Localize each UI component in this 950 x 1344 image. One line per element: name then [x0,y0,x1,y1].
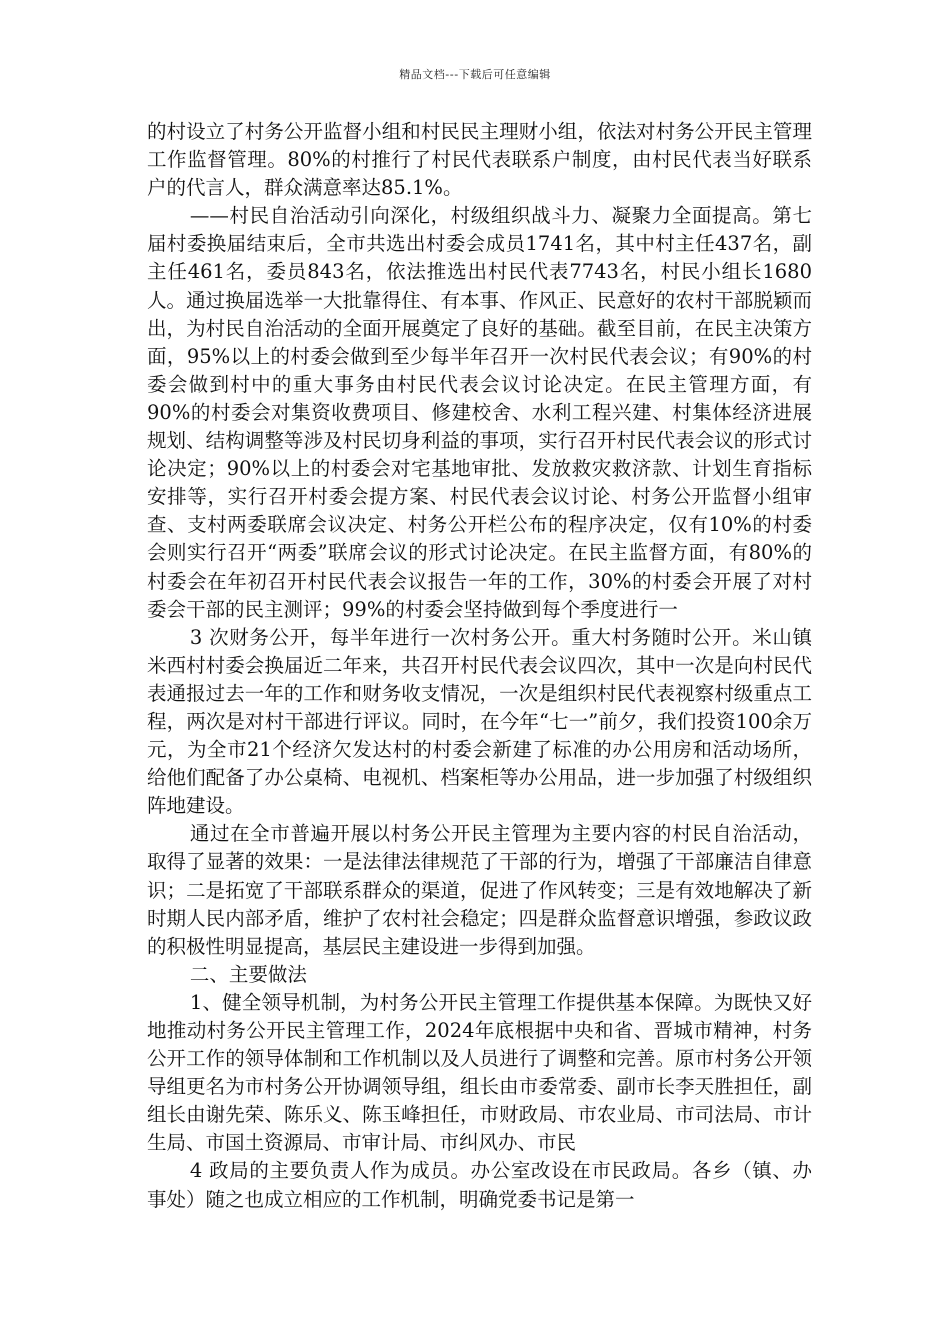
paragraph: 通过在全市普遍开展以村务公开民主管理为主要内容的村民自治活动，取得了显著的效果：一是法律法律规范了干部的行为，增强了干部廉洁自律意识；二是拓宽了干部联系群众的渠道，促进了作风转变；三是有效地解决了新时期人民内部矛盾，维护了农村社会稳定；四是群众监督意识增强，参政议政的积极性明显提高，基层民主建设进一步得到加强。 [147,822,812,958]
paragraph: 4 政局的主要负责人作为成员。办公室改设在市民政局。各乡（镇、办事处）随之也成立相应的工作机制，明确党委书记是第一 [147,1159,812,1211]
paragraph: 的村设立了村务公开监督小组和村民民主理财小组，依法对村务公开民主管理工作监督管理。80%的村推行了村民代表联系户制度，由村民代表当好联系户的代言人，群众满意率达85.1%。 [147,120,812,200]
document-body [147,118,812,1214]
paragraph: 3 次财务公开，每半年进行一次村务公开。重大村务随时公开。米山镇米西村村委会换届近二年来，共召开村民代表会议四次，其中一次是向村民代表通报过去一年的工作和财务收支情况，一次是组织村民代表视察村级重点工程，两次是对村干部进行评议。同时，在今年“七一”前夕，我们投资100余万元，为全市21个经济欠发达村的村委会新建了标准的办公用房和活动场所，给他们配备了办公桌椅、电视机、档案柜等办公用品，进一步加强了村级组织阵地建设。 [147,625,812,818]
paragraph: 1、健全领导机制，为村务公开民主管理工作提供基本保障。为既快又好地推动村务公开民主管理工作，2024年底根据中央和省、晋城市精神，村务公开工作的领导体制和工作机制以及人员进行了调整和完善。原市村务公开领导组更名为市村务公开协调领导组，组长由市委常委、副市长李天胜担任，副组长由谢先荣、陈乐义、陈玉峰担任，市财政局、市农业局、市司法局、市计生局、市国土资源局、市审计局、市纠风办、市民 [147,990,812,1155]
section-heading: 二、主要做法 [189,962,307,986]
paragraph: ——村民自治活动引向深化，村级组织战斗力、凝聚力全面提高。第七届村委换届结束后，全市共选出村委会成员1741名，其中村主任437名，副主任461名，委员843名，依法推选出村民代表7743名，村民小组长1680人。通过换届选举一大批靠得住、有本事、作风正、民意好的农村干部脱颖而出，为村民自治活动的全面开展奠定了良好的基础。截至目前，在民主决策方面，95%以上的村委会做到至少每半年召开一次村民代表会议；有90%的村委会做到村中的重大事务由村民代表会议讨论决定。在民主管理方面，有90%的村委会对集资收费项目、修建校舍、水利工程兴建、村集体经济进展规划、结构调整等涉及村民切身利益的事项，实行召开村民代表会议的形式讨论决定；90%以上的村委会对宅基地审批、发放救灾救济款、计划生育指标安排等，实行召开村委会提方案、村民代表会议讨论、村务公开监督小组审查、支村两委联席会议决定、村务公开栏公布的程序决定，仅有10%的村委会则实行召开“两委”联席会议的形式讨论决定。在民主监督方面，有80%的村委会在年初召开村民代表会议报告一年的工作，30%的村委会开展了对村委会干部的民主测评；99%的村委会坚持做到每个季度进行一 [147,204,812,621]
page-header: 精品文档---下载后可任意编辑 [399,68,551,81]
